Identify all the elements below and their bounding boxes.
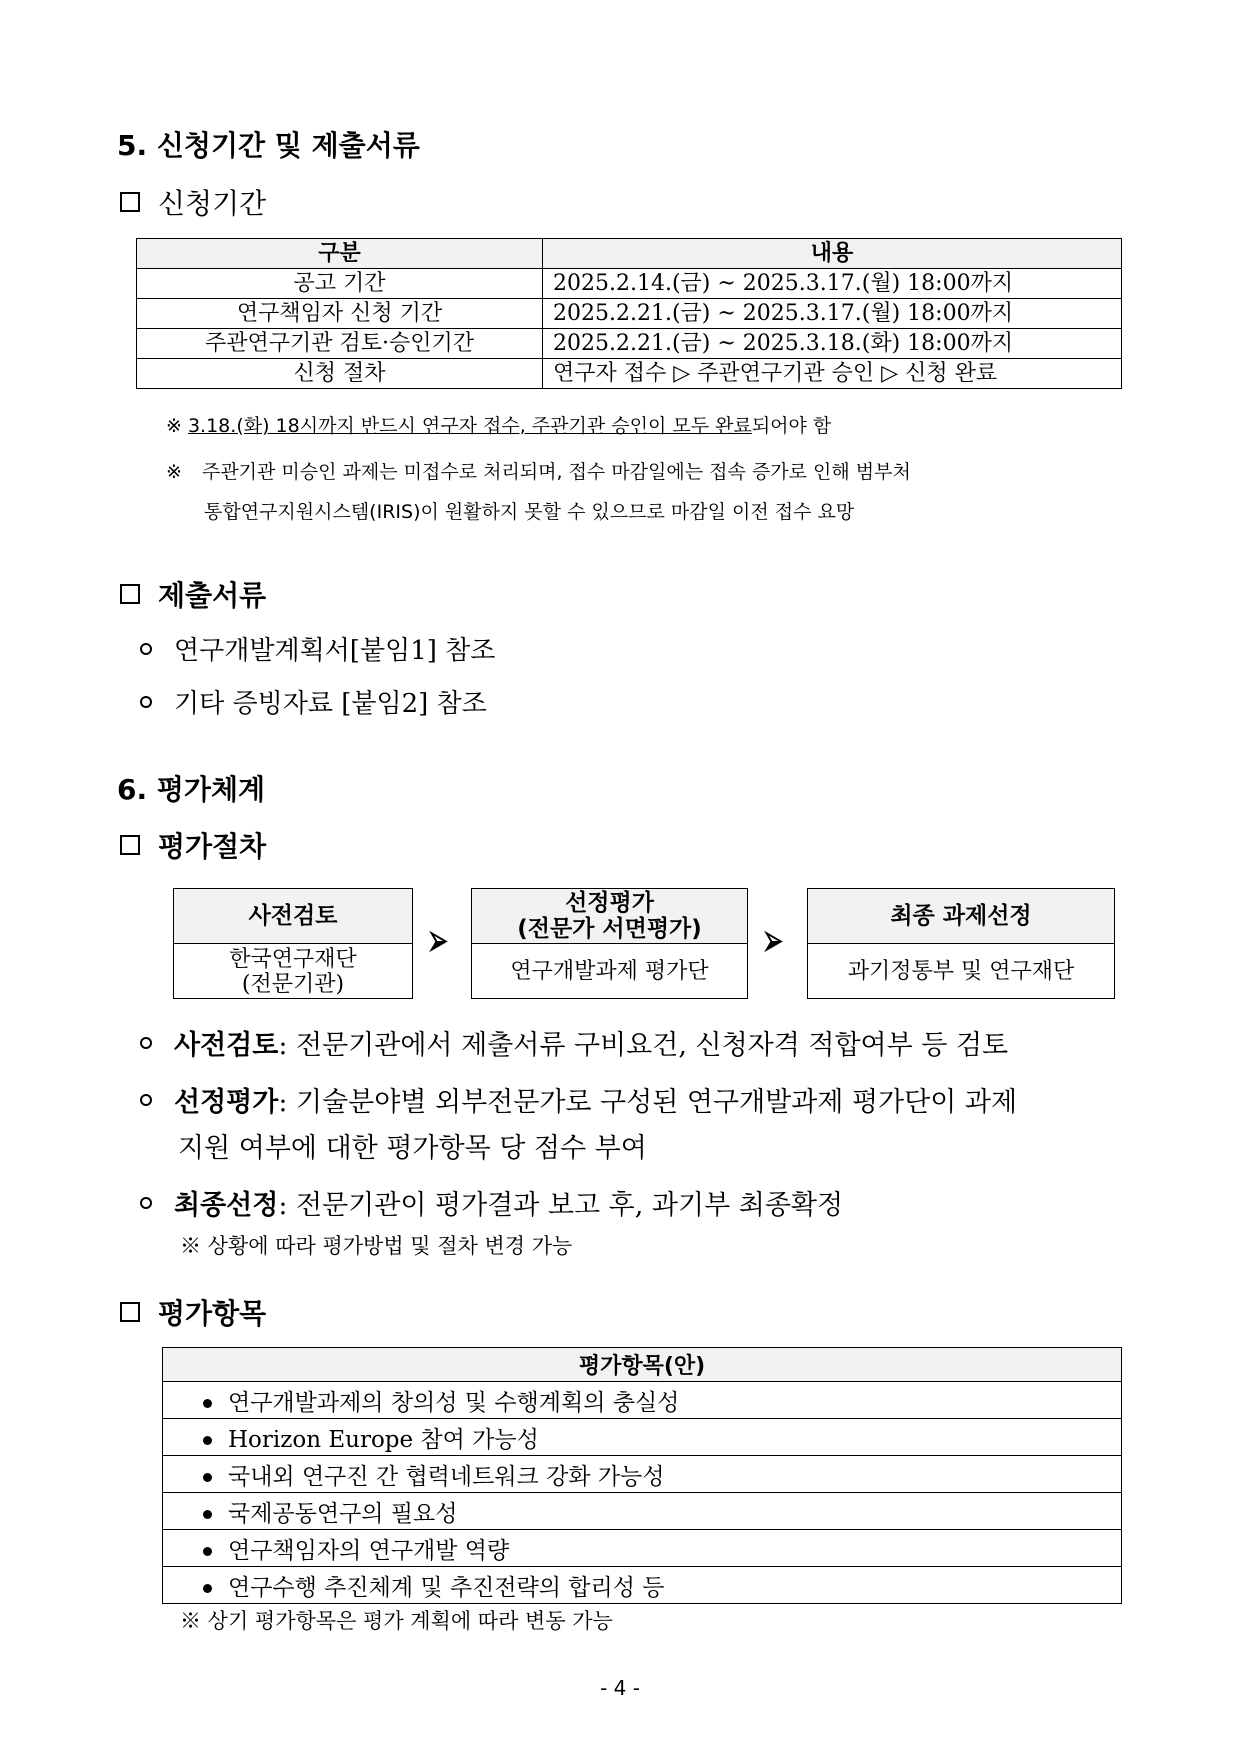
desc-text: : 기술분야별 외부전문가로 구성된 연구개발과제 평가단이 과제 bbox=[278, 1087, 1018, 1118]
table-row bbox=[163, 1493, 1122, 1530]
flow-step-title bbox=[472, 889, 747, 944]
note-line: 주관기관 미승인 과제는 미접수로 처리되며, 접수 마감일에는 접속 증가로 인해 범부처 bbox=[201, 461, 911, 483]
desc-term: 선정평가 bbox=[174, 1087, 279, 1118]
schedule-table bbox=[136, 238, 1122, 389]
table-cell: 2025.2.21.(금) ~ 2025.3.17.(월) 18:00까지 bbox=[543, 299, 1122, 329]
item-text: 국제공동연구의 필요성 bbox=[228, 1500, 458, 1527]
table-cell bbox=[163, 1456, 1122, 1493]
table-header-row bbox=[137, 239, 1122, 269]
dot-bullet-icon bbox=[203, 1547, 212, 1556]
item-text: 연구개발과제의 창의성 및 수행계획의 충실성 bbox=[228, 1389, 680, 1416]
flow-step-owner: 과기정통부 및 연구재단 bbox=[847, 959, 1075, 984]
desc-item-selection-line2: 지원 여부에 대한 평가항목 당 점수 부여 bbox=[178, 1133, 647, 1164]
period-heading bbox=[120, 182, 266, 222]
flow-step-selection bbox=[471, 888, 748, 999]
item-text: 연구책임자의 연구개발 역량 bbox=[228, 1537, 510, 1564]
circle-bullet-icon bbox=[140, 1037, 152, 1049]
table-header-row bbox=[163, 1348, 1122, 1382]
flow-title-line: (전문가 서면평가) bbox=[517, 916, 702, 942]
desc-term: 사전검토 bbox=[174, 1030, 279, 1061]
table-row bbox=[137, 359, 1122, 389]
flow-title-line: 선정평가 bbox=[565, 890, 654, 916]
checkbox-square-icon bbox=[120, 1302, 140, 1322]
iris-note-line2: 통합연구지원시스템(IRIS)이 원활하지 못할 수 있으므로 마감일 이전 접수 요망 bbox=[204, 501, 855, 523]
procedure-note: ※ 상황에 따라 평가방법 및 절차 변경 가능 bbox=[180, 1234, 573, 1258]
docs-heading bbox=[120, 574, 266, 614]
table-cell: 2025.2.21.(금) ~ 2025.3.18.(화) 18:00까지 bbox=[543, 329, 1122, 359]
table-row bbox=[163, 1567, 1122, 1604]
items-heading bbox=[120, 1292, 266, 1332]
circle-bullet-icon bbox=[140, 1094, 152, 1106]
section5-title: 5. 신청기간 및 제출서류 bbox=[117, 129, 420, 162]
table-cell bbox=[163, 1382, 1122, 1419]
flow-step-final bbox=[807, 888, 1115, 999]
circle-bullet-icon bbox=[140, 696, 152, 708]
items-note: ※ 상기 평가항목은 평가 계획에 따라 변동 가능 bbox=[180, 1609, 613, 1633]
desc-text: : 전문기관이 평가결과 보고 후, 과기부 최종확정 bbox=[278, 1190, 844, 1221]
dot-bullet-icon bbox=[203, 1473, 212, 1482]
checkbox-square-icon bbox=[120, 584, 140, 604]
table-row bbox=[163, 1530, 1122, 1567]
section6-title: 6. 평가체계 bbox=[117, 773, 266, 806]
flow-owner-line: (전문기관) bbox=[241, 971, 345, 997]
table-cell bbox=[163, 1567, 1122, 1604]
table-cell bbox=[163, 1493, 1122, 1530]
flow-step-title: 최종 과제선정 bbox=[808, 889, 1114, 944]
note-underlined-text: 3.18.(화) 18시까지 반드시 연구자 접수, 주관기관 승인이 모두 완료 bbox=[187, 415, 752, 437]
checkbox-square-icon bbox=[120, 835, 140, 855]
dot-bullet-icon bbox=[203, 1399, 212, 1408]
item-text: 연구수행 추진체계 및 추진전략의 합리성 등 bbox=[228, 1574, 665, 1601]
table-cell: 연구자 접수 ▷ 주관연구기관 승인 ▷ 신청 완료 bbox=[543, 359, 1122, 389]
note-mark: ※ bbox=[166, 415, 182, 437]
dot-bullet-icon bbox=[203, 1510, 212, 1519]
procedure-heading-label: 평가절차 bbox=[158, 830, 267, 863]
table-cell: 주관연구기관 검토·승인기간 bbox=[137, 329, 543, 359]
circle-bullet-icon bbox=[140, 643, 152, 655]
page-number: - 4 - bbox=[600, 1676, 640, 1700]
table-cell bbox=[163, 1419, 1122, 1456]
table-cell: 신청 절차 bbox=[137, 359, 543, 389]
list-item-text: 기타 증빙자료 [붙임2] 참조 bbox=[174, 689, 487, 719]
evaluation-items-table bbox=[162, 1347, 1122, 1604]
dot-bullet-icon bbox=[203, 1584, 212, 1593]
item-text: Horizon Europe 참여 가능성 bbox=[228, 1426, 539, 1453]
dot-bullet-icon bbox=[203, 1436, 212, 1445]
desc-item-precheck bbox=[140, 1023, 1008, 1062]
flow-step-owner bbox=[174, 944, 412, 999]
table-cell: 공고 기간 bbox=[137, 269, 543, 299]
flow-step-precheck bbox=[173, 888, 413, 999]
table-cell bbox=[163, 1530, 1122, 1567]
flow-step-title: 사전검토 bbox=[174, 889, 412, 944]
list-item bbox=[140, 630, 495, 667]
table-row bbox=[137, 269, 1122, 299]
period-heading-label: 신청기간 bbox=[158, 187, 267, 220]
docs-heading-label: 제출서류 bbox=[158, 579, 267, 612]
table-row bbox=[163, 1456, 1122, 1493]
table-row bbox=[163, 1419, 1122, 1456]
procedure-heading bbox=[120, 825, 266, 865]
table-cell: 2025.2.14.(금) ~ 2025.3.17.(월) 18:00까지 bbox=[543, 269, 1122, 299]
table-row bbox=[137, 299, 1122, 329]
circle-bullet-icon bbox=[140, 1197, 152, 1209]
table-cell: 연구책임자 신청 기간 bbox=[137, 299, 543, 329]
desc-text: : 전문기관에서 제출서류 구비요건, 신청자격 적합여부 등 검토 bbox=[278, 1030, 1009, 1061]
list-item bbox=[140, 683, 487, 720]
checkbox-square-icon bbox=[120, 192, 140, 212]
note-mark: ※ bbox=[166, 461, 182, 483]
flow-owner-line: 한국연구재단 bbox=[229, 946, 357, 972]
deadline-note bbox=[166, 411, 831, 441]
desc-term: 최종선정 bbox=[174, 1190, 279, 1221]
item-text: 국내외 연구진 간 협력네트워크 강화 가능성 bbox=[228, 1463, 665, 1490]
desc-item-final bbox=[140, 1183, 843, 1222]
table-header-cell: 내용 bbox=[543, 239, 1122, 269]
flow-step-owner: 연구개발과제 평가단 bbox=[510, 959, 709, 984]
table-row bbox=[163, 1382, 1122, 1419]
arrow-right-icon: ⮚ bbox=[430, 926, 448, 954]
iris-note bbox=[166, 457, 911, 487]
note-tail-text: 되어야 함 bbox=[751, 415, 832, 437]
list-item-text: 연구개발계획서[붙임1] 참조 bbox=[174, 636, 496, 666]
table-row bbox=[137, 329, 1122, 359]
desc-item-selection bbox=[140, 1080, 1017, 1119]
arrow-right-icon: ⮚ bbox=[765, 926, 783, 954]
table-header-cell: 구분 bbox=[137, 239, 543, 269]
table-header-cell: 평가항목(안) bbox=[163, 1348, 1122, 1382]
items-heading-label: 평가항목 bbox=[158, 1297, 267, 1330]
